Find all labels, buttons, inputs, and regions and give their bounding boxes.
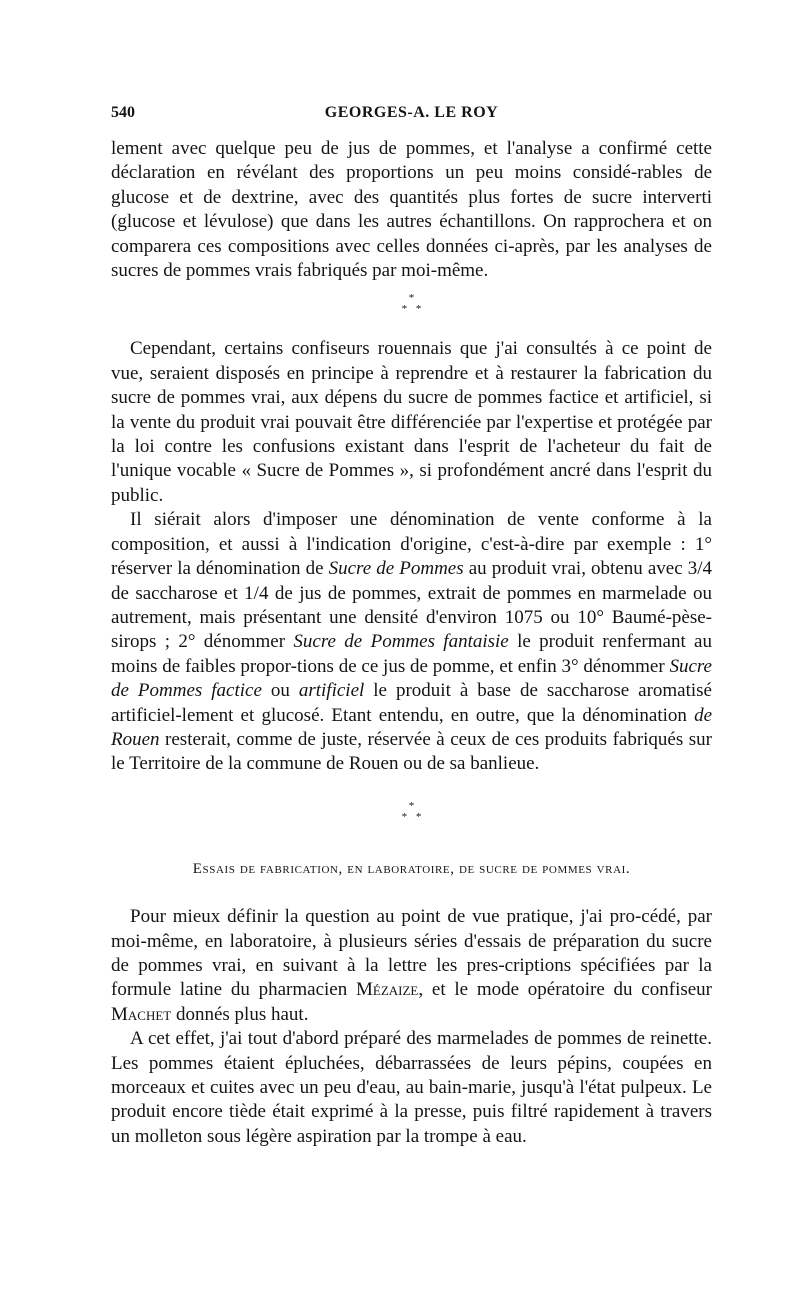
paragraph-3-text: au produit vrai, obtenu avec 3/4 de saccharose et 1/4 de jus de pommes, extrait de pommes en marmelade ou autrement, mais présentant une densité d'environ 1075 ou 10° Baumé-pèse-sirops ; 2° dénommer: [111, 558, 712, 653]
separator-star-top: *: [408, 292, 415, 305]
paragraph-4: [111, 905, 712, 1027]
paragraph-3-text: ou: [261, 680, 299, 702]
name-machet: Machet: [111, 1003, 172, 1025]
section-separator-1: [111, 293, 712, 315]
paragraph-3-text: le produit à base de saccharose aromatisé artificiel-lement et glucosé. Etant entendu, en outre, que la dénomination: [111, 680, 712, 726]
paragraph-4-text: , et le mode opératoire du confiseur: [418, 979, 713, 1001]
paragraph-4-text: donnés plus haut.: [171, 1003, 309, 1025]
paragraph-2: Cependant, certains confiseurs rouennais que j'ai consultés à ce point de vue, seraient disposés en principe à reprendre et à restaurer la fabrication du sucre de pommes vrai, aux dépens du sucre de pommes factice et artificiel, si la vente du produit vrai pouvait être différenciée par l'expertise et protégée par la loi contre les confusions existant dans l'esprit de l'acheteur du fait de l'unique vocable « Sucre de Pommes », si profondément ancré dans l'esprit du public.: [111, 338, 712, 506]
term-sucre-de-pommes-fantaisie: Sucre de Pommes fantaisie: [293, 631, 509, 653]
term-artificiel: artificiel: [298, 680, 365, 702]
section-heading: Essais de fabrication, en laboratoire, de sucre de pommes vrai.: [192, 860, 631, 877]
section-separator-2: [111, 801, 712, 823]
page-header: [111, 104, 712, 126]
paragraph-1: lement avec quelque peu de jus de pommes, et l'analyse a confirmé cette déclaration en révélant des proportions un peu moins considé-rables de glucose et de dextrine, avec des quantités plus fortes de sucre interverti (glucose et lévulose) que dans les autres échantillons. On rapprochera et on comparera ces compositions avec celles données ci-après, par les analyses de sucres de pommes vrais fabriqués par moi-même.: [111, 138, 712, 282]
separator-star-top: *: [408, 799, 415, 812]
paragraph-5: A cet effet, j'ai tout d'abord préparé des marmelades de pommes de reinette. Les pommes étaient épluchées, débarrassées de leurs pépins, coupées en morceaux et cuites avec un peu d'eau, au bain-marie, jusqu'à l'état pulpeux. Le produit encore tiède était exprimé à la presse, puis filtré rapidement à travers un molleton sous légère aspiration par la trompe à eau.: [111, 1028, 712, 1147]
name-mezaize: Mézaize: [356, 979, 419, 1001]
paragraph-3-text: le produit renfermant au moins de faibles propor-tions de ce jus de pomme, et enfin 3° dénommer: [111, 631, 712, 677]
term-sucre-de-pommes: Sucre de Pommes: [328, 558, 464, 580]
paragraph-3-text: resterait, comme de juste, réservée à ceux de ces produits fabriqués sur le Territoire de la commune de Rouen ou de sa banlieue.: [111, 728, 712, 775]
paragraph-3: [111, 508, 712, 776]
term-de-rouen: de Rouen: [111, 704, 712, 750]
running-title: GEORGES-A. LE ROY: [324, 104, 499, 121]
page-body: [111, 137, 712, 1149]
separator-star-pair: * *: [401, 810, 422, 823]
term-sucre-de-pommes-factice: Sucre de Pommes factice: [111, 655, 712, 702]
paragraph-3-text: Il siérait alors d'imposer une dénomination de vente conforme à la composition, et aussi à l'indication d'origine, c'est-à-dire par exemple : 1° réserver la dénomination de: [111, 509, 712, 580]
page-number: 540: [111, 104, 135, 121]
separator-star-pair: * *: [401, 303, 422, 316]
paragraph-4-text: Pour mieux définir la question au point de vue pratique, j'ai pro-cédé, par moi-même, en laboratoire, à plusieurs séries d'essais de préparation du sucre de pommes vrai, en suivant à la lettre les pres-criptions spécifiées par la formule latine du pharmacien: [111, 906, 712, 1001]
